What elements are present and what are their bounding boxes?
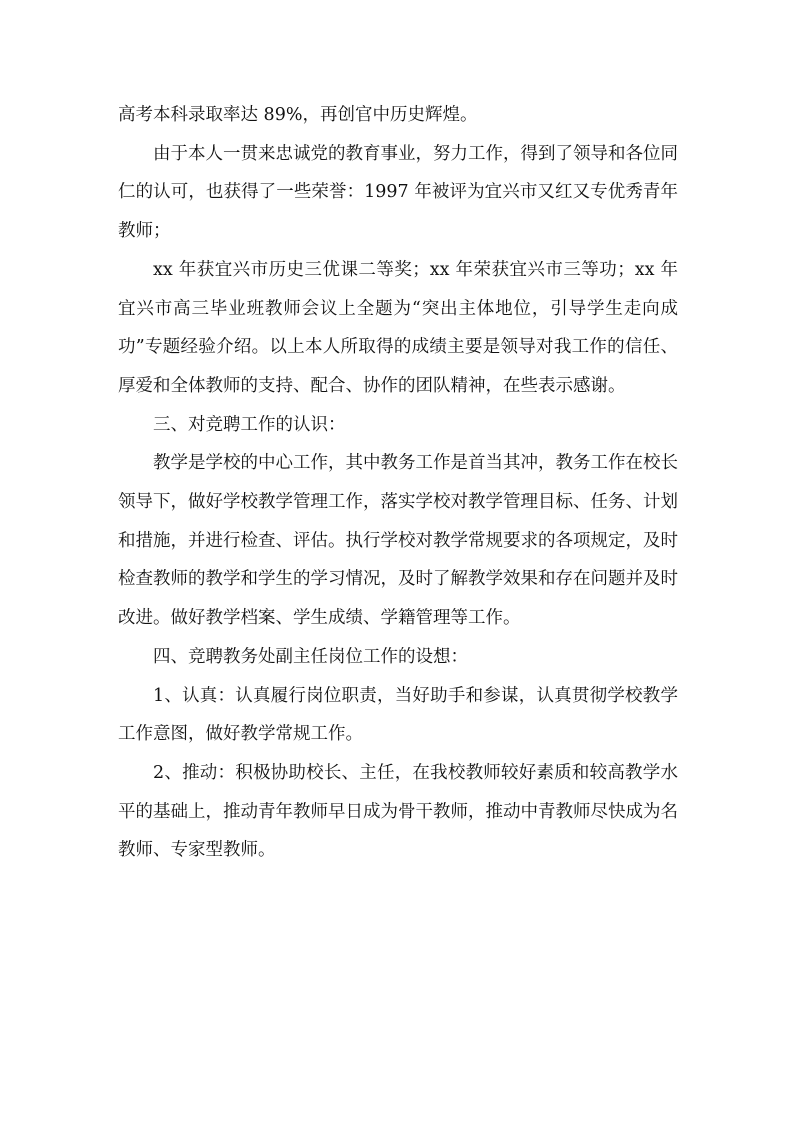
paragraph-understanding: 教学是学校的中心工作，其中教务工作是首当其冲，教务工作在校长领导下，做好学校教学管理工作，落实学校对教学管理目标、任务、计划和措施，并进行检查、评估。执行学校对教学常规要求的各项规定，及时检查教师的教学和学生的学习情况，及时了解教学效果和存在问题并及时改进。做好教学档案、学生成绩、学籍管理等工作。: [118, 453, 678, 629]
paragraph-awards: xx 年获宜兴市历史三优课二等奖；xx 年荣获宜兴市三等功；xx 年宜兴市高三毕业班教师会议上全题为“突出主体地位，引导学生走向成功”专题经验介绍。以上本人所取得的成绩主要是领导对我工作的信任、厚爱和全体教师的支持、配合、协作的团队精神，在些表示感谢。: [118, 259, 678, 396]
list-item-2: 2、推动：积极协助校长、主任，在我校教师较好素质和较高教学水平的基础上，推动青年教师早日成为骨干教师，推动中青教师尽快成为名教师、专家型教师。: [118, 762, 678, 861]
document-body: [118, 96, 678, 870]
paragraph-honors: 由于本人一贯来忠诚党的教育事业，努力工作，得到了领导和各位同仁的认可，也获得了一些荣誉：1997 年被评为宜兴市又红又专优秀青年教师；: [118, 143, 678, 242]
section-heading-4: 四、竞聘教务处副主任岗位工作的设想：: [153, 646, 468, 667]
section-heading-3: 三、对竞聘工作的认识：: [153, 414, 346, 435]
list-item-1: 1、认真：认真履行岗位职责，当好助手和参谋，认真贯彻学校教学工作意图，做好教学常规工作。: [118, 685, 678, 745]
paragraph-continuation: 高考本科录取率达 89%，再创官中历史辉煌。: [118, 105, 478, 125]
